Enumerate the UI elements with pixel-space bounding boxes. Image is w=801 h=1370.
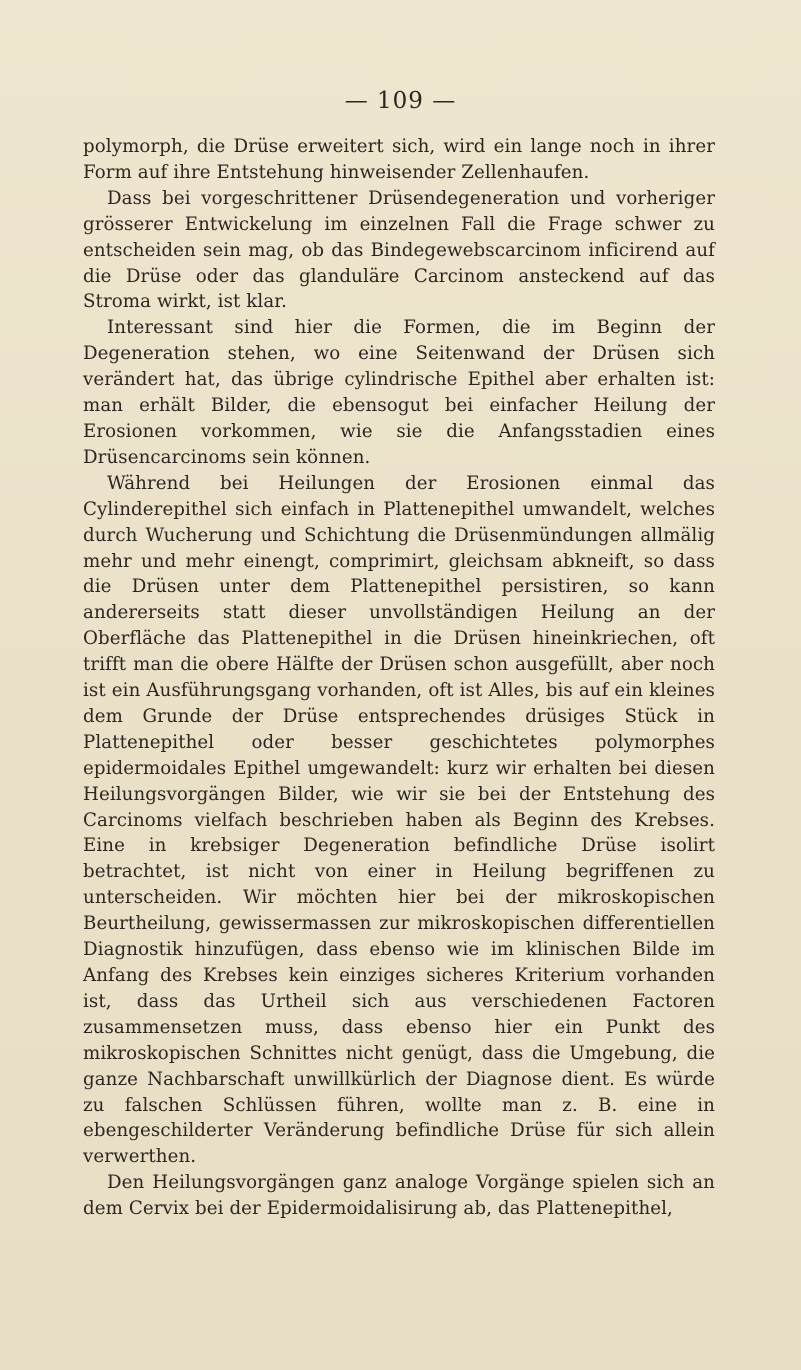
body-text	[83, 134, 715, 1222]
paragraph-5: Den Heilungsvorgängen ganz analoge Vorgänge spielen sich an dem Cervix bei der Epidermoidalisirung ab, das Plattenepithel,	[83, 1172, 715, 1220]
paragraph-4: Während bei Heilungen der Erosionen einmal das Cylinderepithel sich einfach in Plattenepithel umwandelt, welches durch Wucherung und Schichtung die Drüsenmündungen allmälig mehr und mehr einengt, comprimirt, gleichsam abkneift, so dass die Drüsen unter dem Plattenepithel persistiren, so kann andererseits statt dieser unvollständigen Heilung an der Oberfläche das Plattenepithel in die Drüsen hineinkriechen, oft trifft man die obere Hälfte der Drüsen schon ausgefüllt, aber noch ist ein Ausführungsgang vorhanden, oft ist Alles, bis auf ein kleines dem Grunde der Drüse entsprechendes drüsiges Stück in Plattenepithel oder besser geschichtetes polymorphes epidermoidales Epithel umgewandelt: kurz wir erhalten bei diesen Heilungsvorgängen Bilder, wie wir sie bei der Entstehung des Carcinoms vielfach beschrieben haben als Beginn des Krebses. Eine in krebsiger Degeneration befindliche Drüse isolirt betrachtet, ist nicht von einer in Heilung begriffenen zu unterscheiden. Wir möchten hier bei der mikroskopischen Beurtheilung, gewissermassen zur mikroskopischen differentiellen Diagnostik hinzufügen, dass ebenso wie im klinischen Bilde im Anfang des Krebses kein einziges sicheres Kriterium vorhanden ist, dass das Urtheil sich aus verschiedenen Factoren zusammensetzen muss, dass ebenso hier ein Punkt des mikroskopischen Schnittes nicht genügt, dass die Umgebung, die ganze Nachbarschaft unwillkürlich der Diagnose dient. Es würde zu falschen Schlüssen führen, wollte man z. B. eine in ebengeschilderter Veränderung befindliche Drüse für sich allein verwerthen.	[83, 472, 715, 1168]
paragraph-2: Dass bei vorgeschrittener Drüsendegeneration und vorheriger grösserer Entwickelung im einzelnen Fall die Frage schwer zu entscheiden sein mag, ob das Bindegewebscarcinom inficirend auf die Drüse oder das glanduläre Carcinom ansteckend auf das Stroma wirkt, ist klar.	[83, 187, 715, 313]
paragraph-3: Interessant sind hier die Formen, die im Beginn der Degeneration stehen, wo eine Seitenwand der Drüsen sich verändert hat, das übrige cylindrische Epithel aber erhalten ist: man erhält Bilder, die ebensogut bei einfacher Heilung der Erosionen vorkommen, wie sie die Anfangsstadien eines Drüsencarcinoms sein können.	[83, 317, 715, 468]
page-number: — 109 —	[344, 88, 457, 114]
paragraph-1: polymorph, die Drüse erweitert sich, wird ein lange noch in ihrer Form auf ihre Entstehung hinweisender Zellenhaufen.	[83, 136, 715, 183]
